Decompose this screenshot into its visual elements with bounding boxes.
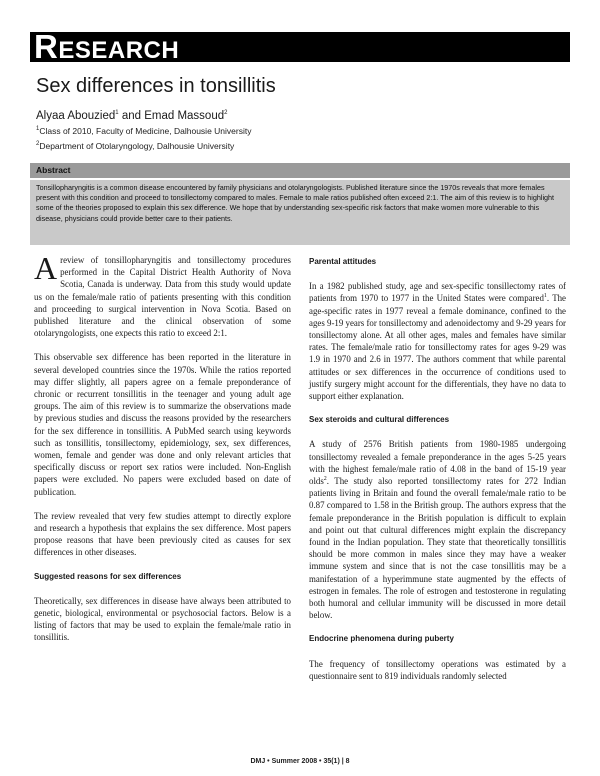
author-line: Alyaa Abouzied$^1$ and Emad Massoud$^2$ bbox=[36, 110, 228, 122]
article-title: Sex differences in tonsillitis bbox=[36, 75, 276, 97]
section-banner bbox=[30, 28, 570, 65]
abstract-heading: Abstract bbox=[30, 163, 570, 178]
author-1: Alyaa Abouzied bbox=[36, 110, 116, 122]
paragraph: This observable sex difference has been reported in the literature in several developed countries since the 1970s. While the ratios reported may differ slightly, all papers agree on a female preponderance of chronic or recurrent tonsillitis in the teenager and young adult age groups. The aim of this review is to summarize the observations made by previous studies and discuss the reasons provided by the researchers for the sex difference in tonsillitis. A PubMed search using keywords such as tonsillitis, tonsillectomy, epidemiology, sex, sex differences, women, female and gender was done and only relevant articles that specifically discuss or report sex ratios were included. Non-English papers were excluded. No papers were excluded based on date of publication. bbox=[34, 352, 291, 497]
left-column bbox=[34, 250, 291, 656]
section-heading: Endocrine phenomena during puberty bbox=[309, 634, 454, 644]
section-heading: Sex steroids and cultural differences bbox=[309, 415, 450, 425]
paragraph: A study of 2576 British patients from 1980-1985 undergoing tonsillectomy revealed a female preponderance in the ages 5-25 years with the highest female/male ratio of 4.08 in the band of 15-19 year olds$^2$. The study also reported tonsillectomy rates for 272 Indian patients living in Britain and found the overall female/male ratio to be 0.87 compared to 1.58 in the British group. The authors express that the female preponderance in the British population is difficult to explain and point out that cultural differences might explain the discrepancy found in the Indian population. They state that theoretically tonsillitis should be more common in males since they may have a weaker immune system and since that is not the case tonsillitis may be a manifestation of a hyperimmune state augmented by the effects of estrogen in females. The role of estrogen and testosterone in regulating both humoral and cellular immunity will be discussed in more detail below. bbox=[309, 439, 566, 621]
paragraph: The review revealed that very few studies attempt to directly explore and research a hypothesis that explains the sex difference. Most papers propose reasons that have been previously cited as causes for sex differences in other diseases. bbox=[34, 510, 291, 558]
right-column bbox=[309, 254, 566, 694]
affiliation-1: $^1$Class of 2010, Faculty of Medicine, Dalhousie University bbox=[36, 126, 252, 136]
intro-paragraph: Areview of tonsillopharyngitis and tonsillectomy procedures performed in the Capital District Health Authority of Nova Scotia, Canada is underway. Data from this study would update us on the female/male ratio of patients presenting with this condition and proceeding to surgical intervention in Nova Scotia. Based on published literature and the clinical observation of some otolaryngologists, one expects this ratio to exceed 2:1. bbox=[34, 250, 291, 339]
drop-cap: A bbox=[34, 250, 58, 286]
section-label: RESEARCH bbox=[34, 28, 180, 65]
section-heading: Suggested reasons for sex differences bbox=[34, 571, 182, 581]
abstract-text: Tonsillopharyngitis is a common disease encountered by family physicians and otolaryngologists. Published literature since the 1970s reveals that more females present with this condition and proceed to tonsillectomy compared to males. Female to male ratios published often exceed 2:1. The aim of this review is to highlight some of the theories proposed to explain this sex difference. We hope that by understanding sex-specific risk factors that make women more vulnerable to this disease, physicians could provide better care to their patients. bbox=[30, 180, 570, 245]
paragraph: In a 1982 published study, age and sex-specific tonsillectomy rates of patients from 1970 to 1977 in the United States were compared$^1$. The age-specific rates in 1977 reveal a female dominance, confined to the ages 9-19 years for tonsillectomy and adenoidectomy and 9-29 years for tonsillectomy alone. At all other ages, males and females have similar rates. The female/male ratio for tonsillectomy rates for ages 9-29 was 1.9 in 1970 and 2.6 in 1977. The authors comment that while parental attitudes or sex differences in the occurrence of conditions used to justify surgery might account for the differentials, they have no data to support either explanation. bbox=[309, 281, 566, 402]
author-2: Emad Massoud bbox=[144, 110, 225, 122]
section-heading: Parental attitudes bbox=[309, 257, 377, 266]
affiliation-2: $^2$Department of Otolaryngology, Dalhousie University bbox=[36, 141, 235, 151]
paragraph: The frequency of tonsillectomy operations was estimated by a questionnaire sent to 819 individuals randomly selected bbox=[309, 658, 566, 681]
paragraph: Theoretically, sex differences in disease have always been attributed to genetic, biological, environmental or psychosocial factors. Below is a listing of factors that may be used to explain the female/male ratio in tonsillitis. bbox=[34, 595, 291, 643]
page-footer: DMJ • Summer 2008 • 35(1) | 8 bbox=[250, 758, 350, 765]
